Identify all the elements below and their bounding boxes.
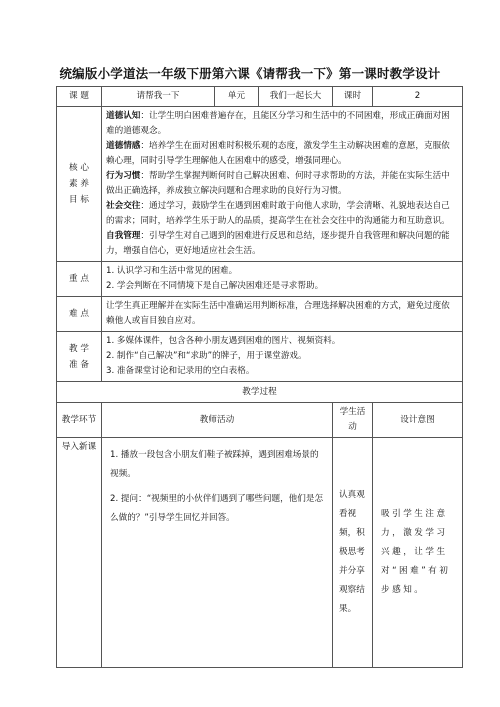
col-header-teacher: 教师活动: [102, 403, 333, 438]
design-intent-cell: 吸引学生注意力，激发学习兴趣，让学生对“困难”有初步感知。: [373, 438, 463, 668]
goal-text: ：帮助学生掌握判断何时自己解决困难、何时寻求帮助的方法，并能在实际生活中做出正确选择，养成独立解决问题和合理求助的良好行为习惯。: [106, 171, 450, 196]
teacher-activity-cell: [102, 438, 333, 668]
goal-name: 社会交往: [106, 201, 141, 211]
process-section-title: 教学过程: [57, 382, 463, 403]
teacher-step: 1. 播放一段包含小朋友们鞋子被踩掉，遇到困难场景的视频。: [110, 450, 319, 479]
difficulty-content: 让学生真正理解并在实际生活中准确运用判断标准，合理选择解决困难的方式，避免过度依赖他人或盲目独自应对。: [102, 297, 463, 332]
key-points-content: [102, 262, 463, 297]
goal-text: ：让学生明白困难普遍存在，且能区分学习和生活中的不同困难，形成正确面对困难的道德观念。: [106, 111, 450, 136]
goal-text: ：培养学生在面对困难时积极乐观的态度，激发学生主动解决困难的意愿，克服依赖心理，同时引导学生理解他人在困难中的感受，增强同理心。: [106, 141, 450, 166]
hours-label: 课时: [333, 87, 373, 107]
goal-name: 道德情感: [106, 141, 141, 151]
process-row: [57, 438, 463, 668]
process-header-row: [57, 403, 463, 438]
prep-label: [57, 332, 102, 382]
key-point-item: 1. 认识学习和生活中常见的困难。: [106, 266, 238, 276]
prep-item: 2. 制作“自己解决”和“求助”的牌子，用于课堂游戏。: [106, 351, 307, 361]
hours-value: 2: [373, 87, 463, 107]
unit-label: 单元: [215, 87, 259, 107]
document-title: 统编版小学道法一年级下册第六课《请帮我一下》第一课时教学设计: [59, 66, 441, 81]
col-header-student: 学生活动: [333, 403, 373, 438]
prep-label-line: 准 备: [69, 359, 89, 370]
difficulty-row: [57, 297, 463, 332]
goal-name: 行为习惯: [106, 171, 141, 181]
difficulty-label: 难 点: [57, 297, 102, 332]
topic-value: 请帮我一下: [102, 87, 215, 107]
student-activity-cell: 认真观看视频，积极思考并分享观察结果。: [333, 438, 373, 668]
goal-text: ：引导学生对自己遇到的困难进行反思和总结，逐步提升自我管理和解决问题的能力，增强自信心，更好地适应社会生活。: [106, 231, 450, 256]
teacher-step: 2. 提问：“视频里的小伙伴们遇到了哪些问题，他们是怎么做的？”引导学生回忆并回答。: [110, 494, 324, 523]
goals-label-line: 核 心: [69, 163, 89, 173]
goals-content: [102, 107, 463, 262]
process-title-row: [57, 382, 463, 403]
lesson-plan-table: [56, 86, 463, 668]
goals-label: [57, 107, 102, 262]
goal-item: [106, 169, 458, 199]
goal-item: [106, 109, 458, 139]
unit-value: 我们一起长大: [259, 87, 333, 107]
prep-item: 3. 准备课堂讨论和记录用的空白表格。: [106, 366, 255, 376]
prep-content: [102, 332, 463, 382]
prep-label-line: 教 学: [69, 343, 89, 354]
goal-name: 道德认知: [106, 111, 141, 121]
prep-row: [57, 332, 463, 382]
goals-label-line: 素 养: [69, 179, 89, 189]
goal-item: [106, 229, 458, 259]
goals-label-line: 目 标: [69, 195, 89, 205]
prep-item: 1. 多媒体课件，包含各种小朋友遇到困难的图片、视频资料。: [106, 336, 341, 346]
col-header-intent: 设计意图: [373, 403, 463, 438]
key-point-item: 2. 学会判断在不同情境下是自己解决困难还是寻求帮助。: [106, 281, 324, 291]
key-points-row: [57, 262, 463, 297]
stage-cell: 导入新课: [57, 438, 102, 668]
goals-row: [57, 107, 463, 262]
col-header-stage: 教学环节: [57, 403, 102, 438]
goal-name: 自我管理: [106, 231, 141, 241]
goal-item: [106, 139, 458, 169]
topic-label: 课 题: [57, 87, 102, 107]
goal-text: ：通过学习，鼓励学生在遇到困难时敢于向他人求助，学会清晰、礼貌地表达自己的需求；同时，培养学生乐于助人的品质，提高学生在社会交往中的沟通能力和互助意识。: [106, 201, 450, 226]
key-points-label: 重 点: [57, 262, 102, 297]
goal-item: [106, 199, 458, 229]
header-row: [57, 87, 463, 107]
